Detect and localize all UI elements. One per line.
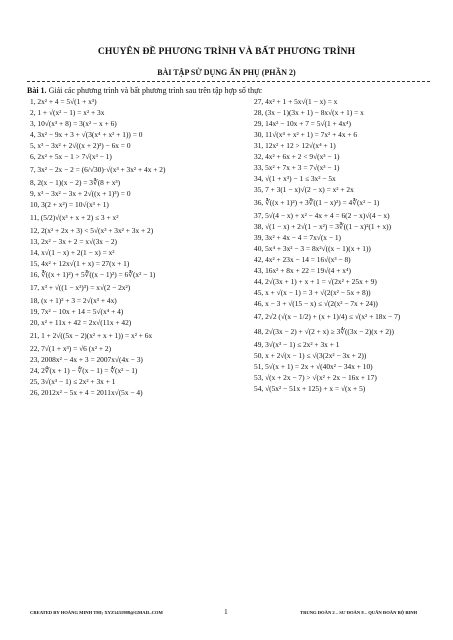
left-equation-column xyxy=(30,96,235,398)
problem-text: Giải các phương trình và bất phương trình sau trên tập hợp số thực xyxy=(48,86,262,95)
right-equation-column xyxy=(254,96,444,394)
equation-item: 54, √(5x² − 51x + 125) + x = √(x + 5) xyxy=(254,384,366,393)
equation-item: 14, x√(1 − x) + 2(1 − x) = x² xyxy=(30,248,115,257)
equation-item: 16, ∛((x + 1)²) + 5∛((x − 1)²) = 6∛(x² − 1) xyxy=(30,270,156,279)
equation-item: 39, 3x² + 4x − 4 = 7x√(x − 1) xyxy=(254,233,341,242)
equation-item: 25, 3√(x³ − 1) ≤ 2x² + 3x + 1 xyxy=(30,377,116,386)
footer-unit: TRUNG ĐOÀN 2 – SƯ ĐOÀN 8 – QUÂN ĐOÀN BỘ BINH xyxy=(300,610,418,615)
equation-item: 21, 1 + 2√((5x − 2)(x² + x + 1)) = x² + 6x xyxy=(30,331,153,340)
equation-item: 5, x³ − 3x² + 2√((x + 2)³) − 6x = 0 xyxy=(30,141,131,150)
equation-item: 1, 2x² + 4 = 5√(1 + x³) xyxy=(30,97,97,106)
equation-item: 35, 7 + 3(1 − x)√(2 − x) = x² + 2x xyxy=(254,185,354,194)
header-divider xyxy=(27,81,430,82)
equation-item: 2, 1 + √(x² − 1) = x² + 3x xyxy=(30,108,105,117)
equation-item: 44, 2√(3x + 1) + x + 1 = √(2x² + 25x + 9) xyxy=(254,277,377,286)
equation-item: 29, 14x² − 10x + 7 = 5√(1 + 4x⁴) xyxy=(254,119,351,128)
equation-item: 10, 3(2 + x²) = 10√(x³ + 1) xyxy=(30,200,109,209)
equation-item: 34, √(1 + x³) − 1 ≤ 3x² − 5x xyxy=(254,174,336,183)
equation-item: 43, 16x² + 8x + 22 = 19√(4 + x⁴) xyxy=(254,266,351,275)
equation-item: 22, 7√(1 + x³) = √6 (x² + 2) xyxy=(30,344,112,353)
equation-item: 3, 10√(x³ + 8) = 3(x² − x + 6) xyxy=(30,119,117,128)
equation-item: 49, 3√(x³ − 1) ≤ 2x² + 3x + 1 xyxy=(254,340,340,349)
page-subtitle: BÀI TẬP SỬ DỤNG ẨN PHỤ (PHẦN 2) xyxy=(157,68,296,77)
equation-item: 45, x + √(x − 1) = 3 + √(2(x² − 5x + 8)) xyxy=(254,288,371,297)
equation-item: 33, 5x² + 7x + 3 = 7√(x³ − 1) xyxy=(254,163,340,172)
equation-item: 32, 4x² + 6x + 2 < 9√(x³ − 1) xyxy=(254,152,340,161)
equation-item: 36, ∛((x + 1)²) + 3∛((1 − x)²) = 4∛(x² − 1) xyxy=(254,198,380,207)
equation-item: 19, 7x² − 10x + 14 = 5√(x⁴ + 4) xyxy=(30,307,124,316)
equation-item: 23, 2008x² − 4x + 3 = 2007x√(4x − 3) xyxy=(30,355,143,364)
equation-item: 47, 2√2 (√(x − 1/2) + (x + 1)/4) ≤ √(x² + 18x − 7) xyxy=(254,312,401,321)
footer-page-number: 1 xyxy=(224,607,228,616)
equation-item: 28, (3x − 1)(3x + 1) − 8x√(x + 1) = x xyxy=(254,108,364,117)
equation-item: 12, 2(x² + 2x + 3) < 5√(x³ + 3x² + 3x + 2) xyxy=(30,226,154,235)
page-title: CHUYÊN ĐỀ PHƯƠNG TRÌNH VÀ BẤT PHƯƠNG TRÌNH xyxy=(97,46,356,57)
equation-item: 6, 2x² + 5x − 1 > 7√(x³ − 1) xyxy=(30,152,112,161)
footer-author: CREATED BY HOÀNG MINH THI; XYZ1431988@GMAIL.COM xyxy=(30,610,163,615)
equation-item: 37, 5√(4 − x) + x² − 4x + 4 = 6(2 − x)√(4 − x) xyxy=(254,211,390,220)
problem-label: Bài 1. xyxy=(27,86,47,95)
equation-item: 7, 3x² − 2x − 2 = (6/√30)·√(x³ + 3x² + 4x + 2) xyxy=(30,165,166,174)
equation-item: 8, 2(x − 1)(x − 2) = 3∛(8 + x³) xyxy=(30,178,121,187)
equation-item: 40, 5x⁴ + 3x² − 3 = 8x²√((x − 1)(x + 1)) xyxy=(254,244,371,253)
equation-item: 24, 2∜(x + 1) − ∜(x − 1) = ∜(x² − 1) xyxy=(30,366,138,375)
equation-item: 26, 2012x² − 5x + 4 = 2011x√(5x − 4) xyxy=(30,388,143,397)
equation-item: 15, 4x² + 12x√(1 + x) = 27(x + 1) xyxy=(30,259,130,268)
equation-item: 53, √(x + 2x − 7) > √(x² + 2x − 16x + 17) xyxy=(254,373,377,382)
equation-item: 42, 4x² + 23x − 14 = 16√(x³ − 8) xyxy=(254,255,351,264)
equation-item: 13, 2x² − 3x + 2 = x√(3x − 2) xyxy=(30,237,117,246)
equation-item: 48, 2√(3x − 2) + √(2 + x) ≥ 3∜((3x − 2)(x + 2)) xyxy=(254,327,394,336)
equation-item: 9, x³ − 3x² − 3x + 2√((x + 1)³) = 0 xyxy=(30,189,131,198)
equation-item: 38, √(1 − x) + 2√(1 − x²) = 3∛((1 − x)²(1 + x)) xyxy=(254,222,392,231)
equation-item: 4, 3x² − 9x + 3 + √(3(x⁴ + x² + 1)) = 0 xyxy=(30,130,143,139)
equation-item: 27, 4x² + 1 + 5x√(1 − x) = x xyxy=(254,97,338,106)
equation-item: 17, x³ + √((1 − x²)³) = x√(2 − 2x²) xyxy=(30,283,131,292)
problem-statement xyxy=(27,86,262,95)
equation-item: 30, 11√(x⁴ + x² + 1) = 7x² + 4x + 6 xyxy=(254,130,358,139)
equation-item: 20, x² + 11x + 42 = 2x√(11x + 42) xyxy=(30,318,132,327)
equation-item: 46, x − 3 + √(15 − x) ≤ √(2(x² − 7x + 24)) xyxy=(254,299,378,308)
equation-item: 11, (5/2)√(x³ + x + 2) ≤ 3 + x² xyxy=(30,213,119,222)
equation-item: 31, 12x² + 12 > 12√(x⁴ + 1) xyxy=(254,141,336,150)
equation-item: 18, (x + 1)² + 3 = 2√(x³ + 4x) xyxy=(30,296,117,305)
equation-item: 51, 5√(x + 1) = 2x + √(40x² − 34x + 10) xyxy=(254,362,373,371)
equation-item: 50, x + 2√(x − 1) ≤ √(3(2x² − 3x + 2)) xyxy=(254,351,367,360)
